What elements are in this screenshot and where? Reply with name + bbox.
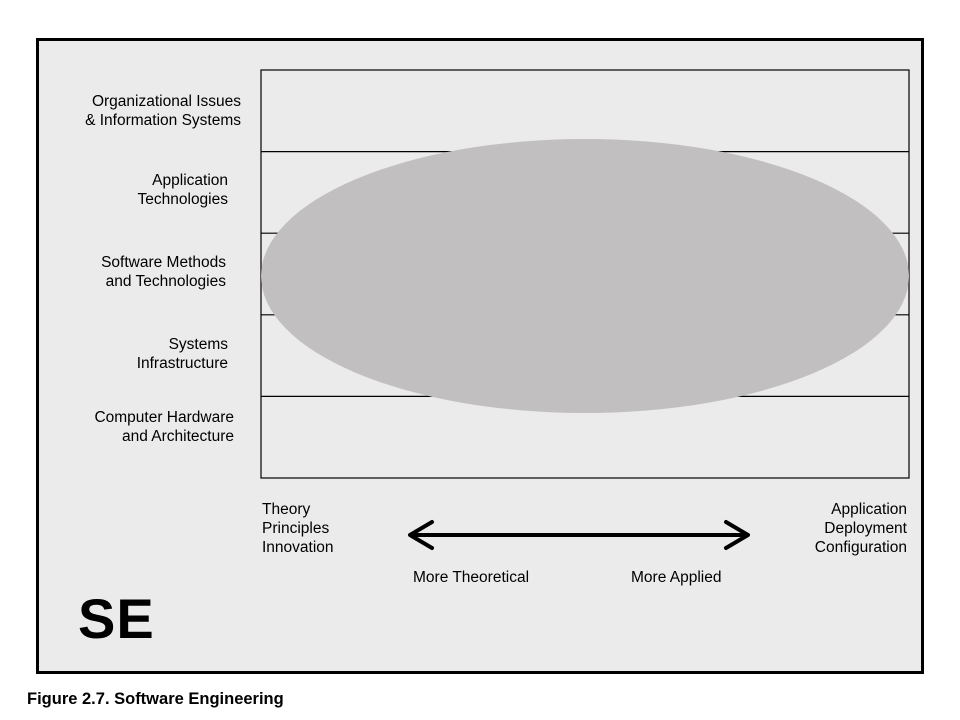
theory-applied-arrow	[410, 522, 748, 548]
coverage-ellipse	[261, 139, 909, 413]
figure-caption: Figure 2.7. Software Engineering	[27, 690, 284, 708]
axis-label-theoretical: More Theoretical	[413, 569, 530, 586]
row-label-software-methods: Software Methods and Technologies	[101, 254, 226, 290]
row-label-application: Application Technologies	[137, 172, 228, 208]
row-label-organizational: Organizational Issues & Information Systems	[85, 93, 241, 129]
discipline-label: SE	[78, 587, 155, 650]
right-end-terms: Application Deployment Configuration	[814, 501, 907, 556]
left-end-terms: Theory Principles Innovation	[262, 501, 334, 556]
axis-label-applied: More Applied	[631, 569, 722, 586]
row-label-systems: Systems Infrastructure	[136, 336, 228, 372]
row-label-hardware: Computer Hardware and Architecture	[94, 409, 234, 445]
